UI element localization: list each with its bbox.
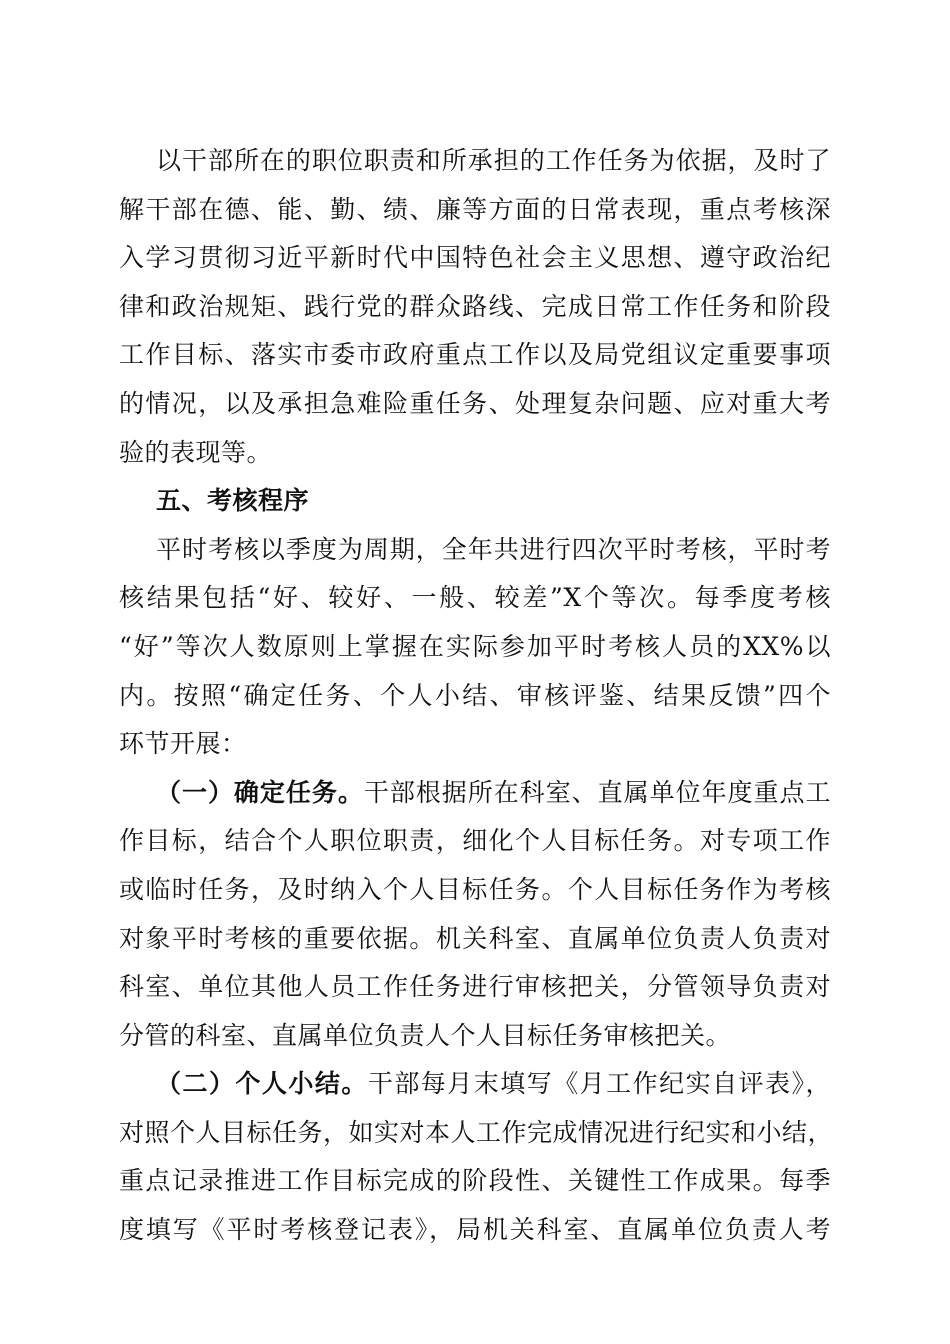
text-line: 对照个人目标任务，如实对本人工作完成情况进行纪实和小结，: [119, 1117, 834, 1147]
text-run: 干部每月末填写《月工作纪实自评表》，: [367, 1069, 831, 1099]
subsection-title: （一）确定任务。: [156, 777, 364, 807]
text-line: [119, 1060, 831, 1109]
text-line: 作目标，结合个人职位职责，细化个人目标任务。对专项工作: [119, 826, 831, 856]
subsection-personal-summary: [119, 1060, 834, 1254]
text-line: 科室、单位其他人员工作任务进行审核把关，分管领导负责对: [119, 972, 831, 1002]
text-line: 内。按照“确定任务、个人小结、审核评鉴、结果反馈”四个: [119, 680, 831, 710]
text-line: 分管的科室、直属单位负责人个人目标任务审核把关。: [119, 1020, 732, 1050]
text-line: 环节开展：: [119, 729, 247, 759]
text-line: 解干部在德、能、勤、绩、廉等方面的日常表现，重点考核深: [119, 194, 831, 224]
paragraph-assessment-procedure: [119, 526, 831, 769]
text-line: 律和政治规矩、践行党的群众路线、完成日常工作任务和阶段: [119, 291, 831, 321]
text-line: 的情况，以及承担急难险重任务、处理复杂问题、应对重大考: [119, 388, 831, 418]
section-heading: 五、考核程序: [156, 486, 310, 516]
text-line: 核结果包括“好、较好、一般、较差”X个等次。每季度考核: [119, 583, 831, 613]
text-line: 对象平时考核的重要依据。机关科室、直属单位负责人负责对: [119, 923, 831, 953]
text-line: 重点记录推进工作目标完成的阶段性、关键性工作成果。每季: [119, 1166, 831, 1196]
text-run: 干部根据所在科室、直属单位年度重点工: [363, 777, 831, 807]
text-line: 入学习贯彻习近平新时代中国特色社会主义思想、遵守政治纪: [119, 243, 831, 273]
text-line: 工作目标、落实市委市政府重点工作以及局党组议定重要事项: [119, 340, 831, 370]
document-page: [119, 137, 834, 1255]
subsection-title: （二）个人小结。: [156, 1069, 368, 1099]
text-line: 度填写《平时考核登记表》，局机关科室、直属单位负责人考: [119, 1215, 831, 1245]
paragraph-assessment-content: [119, 137, 831, 477]
text-line: 以干部所在的职位职责和所承担的工作任务为依据，及时了: [156, 146, 831, 175]
text-line: 验的表现等。: [119, 437, 273, 467]
text-line: 或临时任务，及时纳入个人目标任务。个人目标任务作为考核: [119, 874, 831, 904]
text-line: [119, 769, 831, 818]
text-line: 平时考核以季度为周期，全年共进行四次平时考核，平时考: [156, 534, 831, 564]
text-line: “好”等次人数原则上掌握在实际参加平时考核人员的XX%以: [119, 631, 831, 661]
subsection-determine-tasks: [119, 769, 831, 1061]
